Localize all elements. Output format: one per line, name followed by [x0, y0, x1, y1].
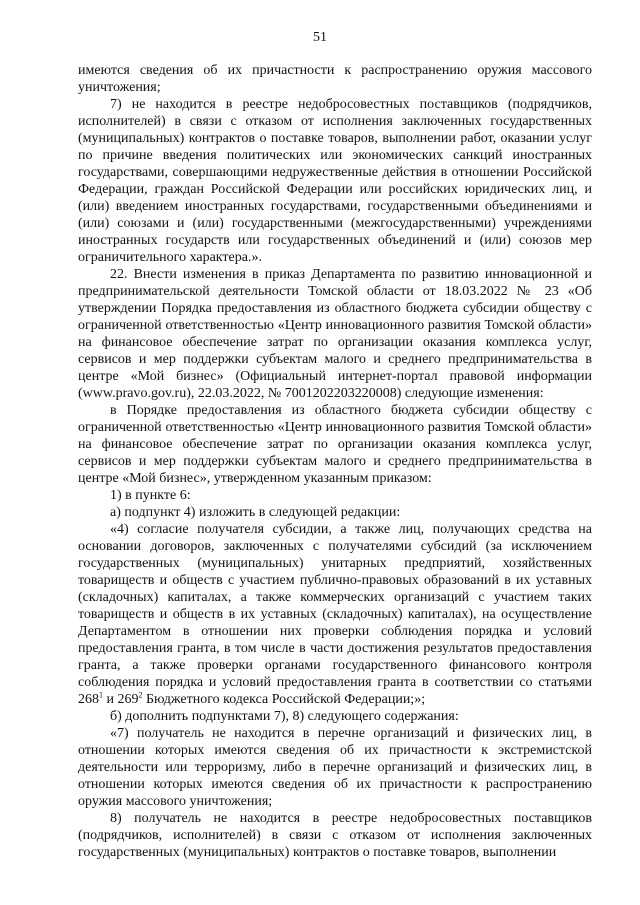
subpoint-4-ending: Бюджетного кодекса Российской Федерации;»;	[142, 692, 426, 707]
conjunction-and: и	[103, 692, 118, 707]
paragraph-subpoint-b: б) дополнить подпунктами 7), 8) следующего содержания:	[110, 709, 459, 724]
article-269: 269	[117, 692, 139, 707]
subpoint-4-text: «4) согласие получателя субсидии, а также лиц, получающих средства на основании договоров, заключенных с получателями субсидий (за исключением государственных (муниципальных) унитарных предприятий, хозяйственных товариществ и обществ с участием публично-правовых образований в их уставных (складочных) капиталах, а также коммерческих организаций с участием таких товариществ и обществ в их уставных (складочных) капиталах), на осуществление Департаментом в отношении них проверки соблюдения порядка и условий предоставления гранта, в том числе в части достижения результатов предоставления гранта, а также проверки органами государственного финансового контроля соблюдения порядка и условий предоставления гранта в соответствии со статьями	[78, 522, 592, 690]
paragraph-procedure-intro: в Порядке предоставления из областного бюджета субсидии обществу с ограниченной ответственностью «Центр инновационного развития Томской области» на финансовое обеспечение затрат по организации оказания комплекса услуг, сервисов и мер поддержки субъектам малого и среднего предпринимательства в центре «Мой бизнес», утвержденном указанным приказом:	[78, 403, 592, 486]
paragraph-continuation: имеются сведения об их причастности к распространению оружия массового уничтожения;	[78, 63, 592, 95]
paragraph-subpoint-a: а) подпункт 4) изложить в следующей редакции:	[110, 505, 401, 520]
article-268-superscript: 1	[99, 690, 103, 700]
page-number: 51	[313, 30, 327, 45]
paragraph-clause-22: 22. Внести изменения в приказ Департамента по развитию инновационной и предпринимательской деятельности Томской области от 18.03.2022 № 23 «Об утверждении Порядка предоставления из областного бюджета субсидии обществу с ограниченной ответственностью «Центр инновационного развития Томской области» на финансовое обеспечение затрат по организации оказания комплекса услуг, сервисов и мер поддержки субъектам малого и среднего предпринимательства в центре «Мой бизнес» (Официальный интернет-портал правовой информации (www.pravo.gov.ru), 22.03.2022, № 7001202203220008) следующие изменения:	[78, 267, 592, 401]
document-body	[78, 62, 592, 861]
article-268: 268	[78, 692, 99, 707]
paragraph-new-subpoint-4	[78, 521, 592, 708]
article-269-superscript: 2	[138, 690, 143, 700]
paragraph-new-subpoint-8: 8) получатель не находится в реестре недобросовестных поставщиков (подрядчиков, исполнителей) в связи с отказом от исполнения заключенных государственных (муниципальных) контрактов о поставке товаров, выполнении	[78, 811, 592, 860]
paragraph-point-6: 1) в пункте 6:	[110, 488, 191, 503]
paragraph-item-7: 7) не находится в реестре недобросовестных поставщиков (подрядчиков, исполнителей) в связи с отказом от исполнения заключенных государственных (муниципальных) контрактов о поставке товаров, выполнении работ, оказании услуг по причине введения политических или экономических санкций иностранных государствами, совершающими недружественные действия в отношении Российской Федерации, граждан Российской Федерации или российских юридических лиц, и (или) введением иностранных государствами, государственными объединениями и (или) союзами и (или) государственными (межгосударственными) учреждениями иностранных государств или государственных объединений и (или) союзов мер ограничительного характера.».	[78, 97, 592, 265]
paragraph-new-subpoint-7: «7) получатель не находится в перечне организаций и физических лиц, в отношении которых имеются сведения об их причастности к экстремистской деятельности или терроризму, либо в перечне организаций и физических лиц, в отношении которых имеются сведения об их причастности к распространению оружия массового уничтожения;	[78, 726, 592, 809]
